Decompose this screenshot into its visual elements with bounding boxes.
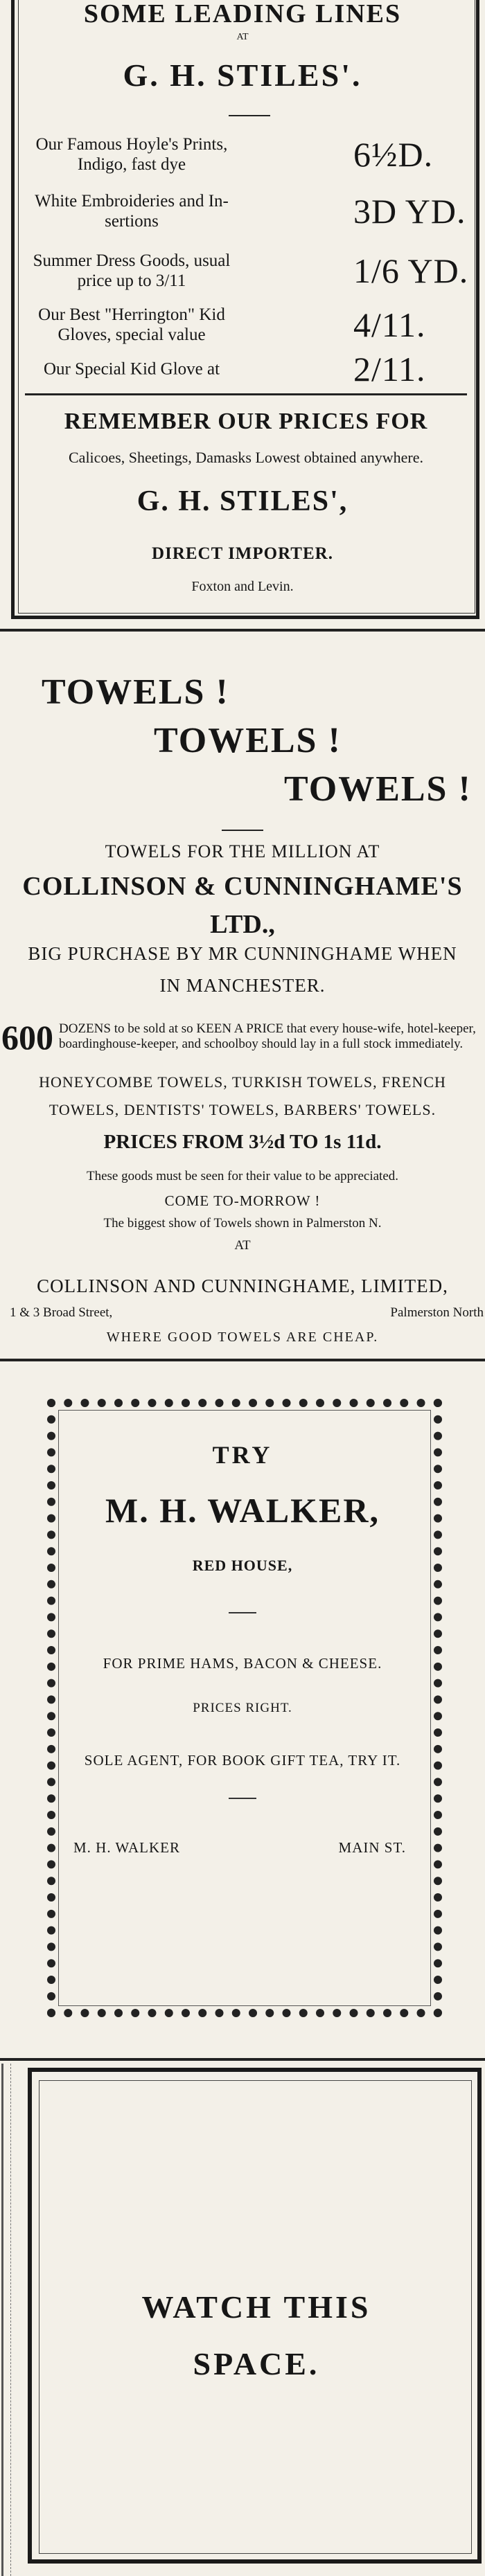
- advert-at: AT: [236, 32, 249, 42]
- divider-rule: [229, 115, 270, 116]
- store-name: G. H. STILES'.: [123, 57, 362, 93]
- watch-text: WATCH THIS: [141, 2289, 371, 2325]
- towel-kinds-2: TOWELS, DENTISTS' TOWELS, BARBERS' TOWELS.: [48, 1101, 436, 1118]
- towel-kinds-1: HONEYCOMBE TOWELS, TURKISH TOWELS, FRENCH: [39, 1073, 446, 1091]
- street-name: MAIN ST.: [338, 1839, 406, 1856]
- column-separator: [0, 629, 485, 632]
- importer-label: DIRECT IMPORTER.: [152, 544, 333, 563]
- cheap-slogan: WHERE GOOD TOWELS ARE CHEAP.: [106, 1330, 379, 1345]
- towels-heading-2: TOWELS !: [154, 721, 342, 760]
- price-line: [28, 338, 457, 400]
- firm-ltd: LTD.,: [210, 910, 275, 939]
- house-name: RED HOUSE,: [192, 1557, 293, 1574]
- purchase-text: BIG PURCHASE BY MR CUNNINGHAME WHEN: [28, 943, 457, 964]
- calicoes-text: Calicoes, Sheetings, Damasks Lowest obtained anywhere.: [69, 449, 423, 466]
- price-line: [28, 123, 457, 186]
- dozens-paragraph: [1, 1018, 484, 1057]
- towels-advert: [0, 644, 485, 1350]
- stiles-advert: [0, 0, 485, 623]
- signature: M. H. WALKER: [73, 1839, 180, 1856]
- price-line: [28, 180, 466, 242]
- show-text: The biggest show of Towels shown in Palmerston N.: [103, 1216, 382, 1231]
- store-name: M. H. WALKER,: [105, 1491, 380, 1530]
- firm-address: 1 & 3 Broad Street,: [10, 1305, 113, 1320]
- goods-text: These goods must be seen for their value to be appreciated.: [86, 1169, 399, 1183]
- store-name-footer: G. H. STILES',: [136, 485, 349, 517]
- divider-rule: [222, 830, 263, 831]
- advert-heading: SOME LEADING LINES: [83, 0, 402, 28]
- item-price: 4/11.: [353, 305, 426, 344]
- manchester-text: IN MANCHESTER.: [159, 975, 326, 996]
- walker-advert: [0, 1371, 485, 2050]
- prices-right: PRICES RIGHT.: [193, 1701, 292, 1715]
- firm-name: COLLINSON & CUNNINGHAME'S: [22, 872, 463, 901]
- store-location: Foxton and Levin.: [191, 579, 294, 594]
- item-description: Our Special Kid Glove at: [43, 359, 220, 379]
- try-heading: TRY: [212, 1441, 273, 1469]
- divider-rule: [229, 1798, 256, 1799]
- at-text: AT: [234, 1238, 251, 1253]
- remember-heading: REMEMBER OUR PRICES FOR: [64, 409, 428, 434]
- column-separator: [0, 1359, 485, 1361]
- towels-heading-3: TOWELS !: [284, 769, 472, 809]
- towels-heading-1: TOWELS !: [42, 672, 229, 712]
- item-description: White Embroideries and In-sertions: [35, 192, 229, 231]
- price-line: [28, 240, 469, 302]
- column-separator: [0, 2058, 485, 2061]
- tomorrow-text: COME TO-MORROW !: [164, 1192, 321, 1209]
- sole-agent-text: SOLE AGENT, FOR BOOK GIFT TEA, TRY IT.: [84, 1752, 401, 1769]
- item-price: 1/6 YD.: [353, 251, 469, 290]
- item-price: 2/11.: [353, 350, 426, 388]
- firm-name-full: COLLINSON AND CUNNINGHAME, LIMITED,: [37, 1276, 448, 1296]
- price-range: PRICES FROM 3½d TO 1s 11d.: [103, 1131, 382, 1153]
- dozens-number: 600: [1, 1018, 53, 1057]
- dozens-text: DOZENS to be sold at so KEEN A PRICE that every house-wife, hotel-keeper, boardinghouse-keeper, and schoolboy should lay in a full stock immediately.: [59, 1021, 476, 1051]
- section-divider: [25, 393, 467, 395]
- page-edge: [1, 2064, 11, 2576]
- item-description: Summer Dress Goods, usual price up to 3/11: [33, 251, 231, 290]
- item-price: 3D YD.: [353, 192, 466, 231]
- item-description: Our Best "Herrington" Kid Gloves, special value: [38, 305, 225, 344]
- watch-space-advert: [0, 2064, 485, 2576]
- item-description: Our Famous Hoyle's Prints, Indigo, fast dye: [35, 135, 228, 174]
- million-text: TOWELS FOR THE MILLION AT: [105, 841, 380, 861]
- item-price: 6½D.: [353, 135, 434, 174]
- firm-town: Palmerston North: [390, 1305, 484, 1320]
- products-text: FOR PRIME HAMS, BACON & CHEESE.: [103, 1655, 382, 1672]
- space-text: SPACE.: [193, 2346, 320, 2381]
- divider-rule: [229, 1612, 256, 1613]
